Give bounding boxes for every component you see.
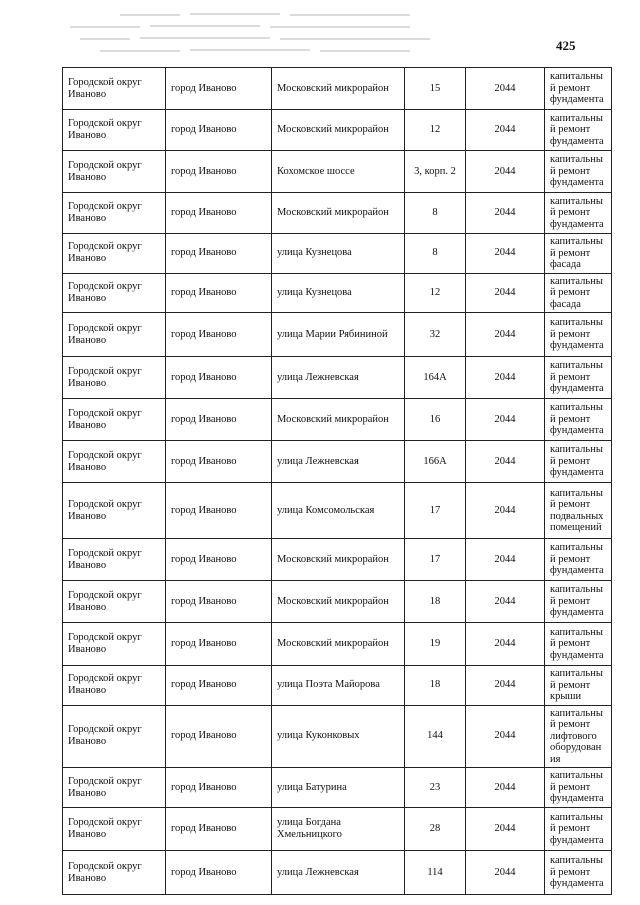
cell-street: Московский микрорайон — [272, 110, 405, 151]
cell-okrug: Городской округ Иваново — [63, 313, 166, 357]
table-row — [63, 110, 612, 151]
cell-house: 164А — [405, 357, 466, 399]
cell-city: город Иваново — [166, 808, 272, 851]
cell-work: капитальный ремонт фасада — [545, 234, 612, 274]
cell-city: город Иваново — [166, 68, 272, 110]
cell-year: 2044 — [466, 539, 545, 581]
cell-work: капитальный ремонт фундамента — [545, 357, 612, 399]
cell-city: город Иваново — [166, 110, 272, 151]
scan-noise-header — [40, 8, 490, 58]
cell-city: город Иваново — [166, 623, 272, 666]
cell-city: город Иваново — [166, 581, 272, 623]
cell-city: город Иваново — [166, 234, 272, 274]
cell-city: город Иваново — [166, 705, 272, 768]
address-table-body — [63, 68, 612, 895]
cell-house: 19 — [405, 623, 466, 666]
cell-house: 166А — [405, 441, 466, 483]
cell-work: капитальный ремонт фундамента — [545, 623, 612, 666]
cell-year: 2044 — [466, 808, 545, 851]
cell-okrug: Городской округ Иваново — [63, 768, 166, 808]
table-row — [63, 768, 612, 808]
cell-work: капитальный ремонт фундамента — [545, 581, 612, 623]
cell-year: 2044 — [466, 666, 545, 706]
cell-year: 2044 — [466, 581, 545, 623]
table-row — [63, 193, 612, 234]
cell-city: город Иваново — [166, 666, 272, 706]
cell-city: город Иваново — [166, 441, 272, 483]
cell-work: капитальный ремонт лифтового оборудования — [545, 705, 612, 768]
cell-okrug: Городской округ Иваново — [63, 234, 166, 274]
cell-street: улица Комсомольская — [272, 483, 405, 539]
table-row — [63, 808, 612, 851]
cell-okrug: Городской округ Иваново — [63, 623, 166, 666]
table-row — [63, 273, 612, 313]
cell-city: город Иваново — [166, 483, 272, 539]
cell-year: 2044 — [466, 357, 545, 399]
cell-year: 2044 — [466, 234, 545, 274]
cell-street: улица Лежневская — [272, 441, 405, 483]
table-row — [63, 851, 612, 895]
cell-house: 8 — [405, 193, 466, 234]
cell-year: 2044 — [466, 68, 545, 110]
table-row — [63, 357, 612, 399]
cell-house: 18 — [405, 581, 466, 623]
cell-city: город Иваново — [166, 851, 272, 895]
cell-work: капитальный ремонт подвальных помещений — [545, 483, 612, 539]
cell-work: капитальный ремонт фундамента — [545, 768, 612, 808]
cell-year: 2044 — [466, 623, 545, 666]
cell-street: улица Поэта Майорова — [272, 666, 405, 706]
cell-okrug: Городской округ Иваново — [63, 399, 166, 441]
cell-work: капитальный ремонт фундамента — [545, 441, 612, 483]
cell-house: 12 — [405, 273, 466, 313]
cell-house: 15 — [405, 68, 466, 110]
cell-work: капитальный ремонт фундамента — [545, 808, 612, 851]
cell-street: улица Лежневская — [272, 851, 405, 895]
cell-okrug: Городской округ Иваново — [63, 808, 166, 851]
cell-house: 32 — [405, 313, 466, 357]
cell-work: капитальный ремонт фундамента — [545, 851, 612, 895]
cell-okrug: Городской округ Иваново — [63, 851, 166, 895]
cell-city: город Иваново — [166, 539, 272, 581]
cell-street: улица Лежневская — [272, 357, 405, 399]
cell-street: Московский микрорайон — [272, 193, 405, 234]
cell-okrug: Городской округ Иваново — [63, 110, 166, 151]
cell-work: капитальный ремонт фундамента — [545, 193, 612, 234]
cell-year: 2044 — [466, 441, 545, 483]
table-row — [63, 623, 612, 666]
cell-street: улица Батурина — [272, 768, 405, 808]
cell-okrug: Городской округ Иваново — [63, 441, 166, 483]
cell-street: улица Марии Рябининой — [272, 313, 405, 357]
cell-work: капитальный ремонт фундамента — [545, 313, 612, 357]
table-row — [63, 483, 612, 539]
cell-year: 2044 — [466, 399, 545, 441]
cell-year: 2044 — [466, 768, 545, 808]
cell-street: Московский микрорайон — [272, 623, 405, 666]
table-row — [63, 234, 612, 274]
cell-okrug: Городской округ Иваново — [63, 193, 166, 234]
cell-year: 2044 — [466, 851, 545, 895]
cell-house: 144 — [405, 705, 466, 768]
cell-city: город Иваново — [166, 399, 272, 441]
cell-city: город Иваново — [166, 273, 272, 313]
cell-work: капитальный ремонт крыши — [545, 666, 612, 706]
cell-year: 2044 — [466, 273, 545, 313]
cell-house: 17 — [405, 483, 466, 539]
cell-house: 18 — [405, 666, 466, 706]
cell-year: 2044 — [466, 483, 545, 539]
cell-work: капитальный ремонт фундамента — [545, 151, 612, 193]
cell-year: 2044 — [466, 151, 545, 193]
cell-work: капитальный ремонт фундамента — [545, 399, 612, 441]
cell-work: капитальный ремонт фундамента — [545, 110, 612, 151]
cell-city: город Иваново — [166, 313, 272, 357]
cell-street: Московский микрорайон — [272, 68, 405, 110]
cell-house: 17 — [405, 539, 466, 581]
cell-street: Кохомское шоссе — [272, 151, 405, 193]
cell-house: 8 — [405, 234, 466, 274]
cell-house: 12 — [405, 110, 466, 151]
table-row — [63, 581, 612, 623]
cell-year: 2044 — [466, 313, 545, 357]
cell-house: 16 — [405, 399, 466, 441]
cell-city: город Иваново — [166, 151, 272, 193]
table-row — [63, 666, 612, 706]
cell-house: 3, корп. 2 — [405, 151, 466, 193]
cell-okrug: Городской округ Иваново — [63, 666, 166, 706]
cell-street: улица Куконковых — [272, 705, 405, 768]
table-row — [63, 313, 612, 357]
cell-house: 28 — [405, 808, 466, 851]
table-row — [63, 705, 612, 768]
cell-year: 2044 — [466, 110, 545, 151]
page-number: 425 — [556, 38, 576, 53]
cell-house: 114 — [405, 851, 466, 895]
table-row — [63, 68, 612, 110]
cell-okrug: Городской округ Иваново — [63, 581, 166, 623]
cell-okrug: Городской округ Иваново — [63, 273, 166, 313]
cell-okrug: Городской округ Иваново — [63, 68, 166, 110]
cell-work: капитальный ремонт фундамента — [545, 539, 612, 581]
cell-street: Московский микрорайон — [272, 399, 405, 441]
cell-city: город Иваново — [166, 768, 272, 808]
cell-city: город Иваново — [166, 357, 272, 399]
cell-okrug: Городской округ Иваново — [63, 357, 166, 399]
cell-year: 2044 — [466, 193, 545, 234]
cell-okrug: Городской округ Иваново — [63, 483, 166, 539]
cell-okrug: Городской округ Иваново — [63, 705, 166, 768]
cell-street: улица Кузнецова — [272, 273, 405, 313]
cell-house: 23 — [405, 768, 466, 808]
cell-year: 2044 — [466, 705, 545, 768]
table-row — [63, 151, 612, 193]
cell-street: улица Богдана Хмельницкого — [272, 808, 405, 851]
cell-street: улица Кузнецова — [272, 234, 405, 274]
address-table — [62, 67, 612, 895]
table-row — [63, 539, 612, 581]
cell-street: Московский микрорайон — [272, 539, 405, 581]
cell-okrug: Городской округ Иваново — [63, 539, 166, 581]
cell-city: город Иваново — [166, 193, 272, 234]
cell-okrug: Городской округ Иваново — [63, 151, 166, 193]
cell-work: капитальный ремонт фасада — [545, 273, 612, 313]
table-row — [63, 399, 612, 441]
cell-work: капитальный ремонт фундамента — [545, 68, 612, 110]
table-row — [63, 441, 612, 483]
cell-street: Московский микрорайон — [272, 581, 405, 623]
